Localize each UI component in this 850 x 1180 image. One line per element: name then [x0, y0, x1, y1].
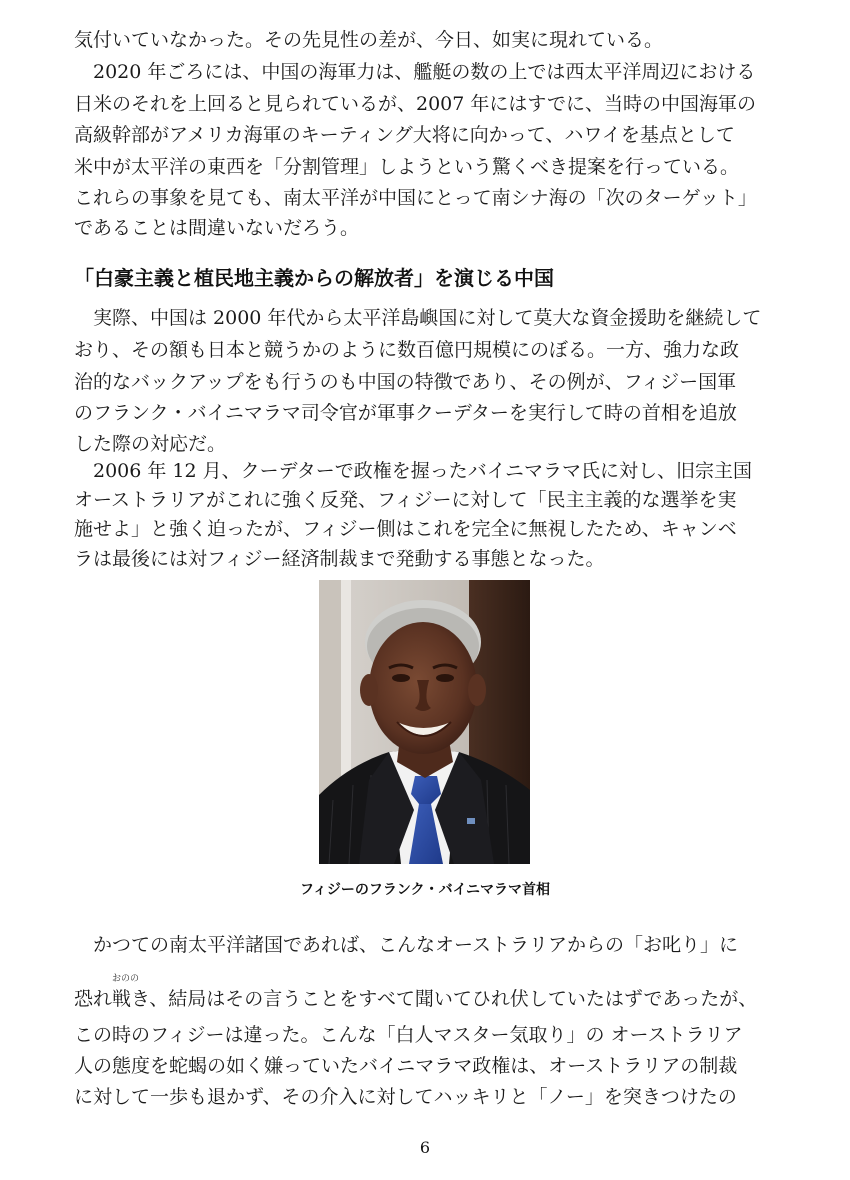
body-text-line: 高級幹部がアメリカ海軍のキーティング大将に向かって、ハワイを基点として — [74, 124, 735, 146]
body-text-line: 施せよ」と強く迫ったが、フィジー側はこれを完全に無視したため、キャンベ — [74, 518, 737, 540]
text-segment: 恐れ — [74, 988, 113, 1010]
portrait-illustration — [319, 580, 530, 864]
body-text-line: ラは最後には対フィジー経済制裁まで発動する事態となった。 — [74, 548, 605, 570]
ruby-reading: おのの — [112, 974, 140, 984]
body-text-line: この時のフィジーは違った。こんな「白人マスター気取り」の オーストラリア — [74, 1024, 743, 1046]
body-text-line: これらの事象を見ても、南太平洋が中国にとって南シナ海の「次のターゲット」 — [74, 187, 757, 209]
text-segment: き、結局はその言うことをすべて聞いてひれ伏していたはずであったが、 — [131, 988, 758, 1010]
body-text-line: オーストラリアがこれに強く反発、フィジーに対して「民主主義的な選挙を実 — [74, 489, 737, 511]
body-text-line: おり、その額も日本と競うかのように数百億円規模にのぼる。一方、強力な政 — [74, 339, 740, 361]
body-text-line: 実際、中国は 2000 年代から太平洋島嶼国に対して莫大な資金援助を継続して — [74, 307, 762, 329]
ruby-annotation — [112, 974, 140, 1011]
body-text-line: 人の態度を蛇蝎の如く嫌っていたバイニマラマ政権は、オーストラリアの制裁 — [74, 1055, 738, 1077]
body-text-line: かつての南太平洋諸国であれば、こんなオーストラリアからの「お叱り」に — [74, 934, 739, 956]
body-text-line: した際の対応だ。 — [74, 433, 227, 455]
body-text-line: 日米のそれを上回ると見られているが、2007 年にはすでに、当時の中国海軍の — [74, 93, 756, 115]
page-number: 6 — [419, 1138, 431, 1157]
section-heading: 「白豪主義と植民地主義からの解放者」を演じる中国 — [74, 266, 554, 290]
body-text-line: 2020 年ごろには、中国の海軍力は、艦艇の数の上では西太平洋周辺における — [74, 61, 756, 83]
body-text-line: 2006 年 12 月、クーデターで政権を握ったバイニマラマ氏に対し、旧宗主国 — [74, 460, 752, 482]
body-text-line: 気付いていなかった。その先見性の差が、今日、如実に現れている。 — [74, 29, 664, 51]
body-text-line: 治的なバックアップをも行うのも中国の特徴であり、その例が、フィジー国軍 — [74, 371, 737, 393]
body-text-line-with-ruby — [74, 974, 780, 1011]
ruby-base: 戦 — [112, 988, 132, 1010]
body-text-line: のフランク・バイニマラマ司令官が軍事クーデターを実行して時の首相を追放 — [74, 402, 737, 424]
body-text-line: 米中が太平洋の東西を「分割管理」しようという驚くべき提案を行っている。 — [74, 156, 740, 178]
body-text-line: であることは間違いないだろう。 — [74, 217, 360, 239]
photo-caption: フィジーのフランク・バイニマラマ首相 — [299, 882, 551, 898]
portrait-photo — [319, 580, 530, 864]
body-text-line: に対して一歩も退かず、その介入に対してハッキリと「ノー」を突きつけたの — [74, 1086, 737, 1108]
